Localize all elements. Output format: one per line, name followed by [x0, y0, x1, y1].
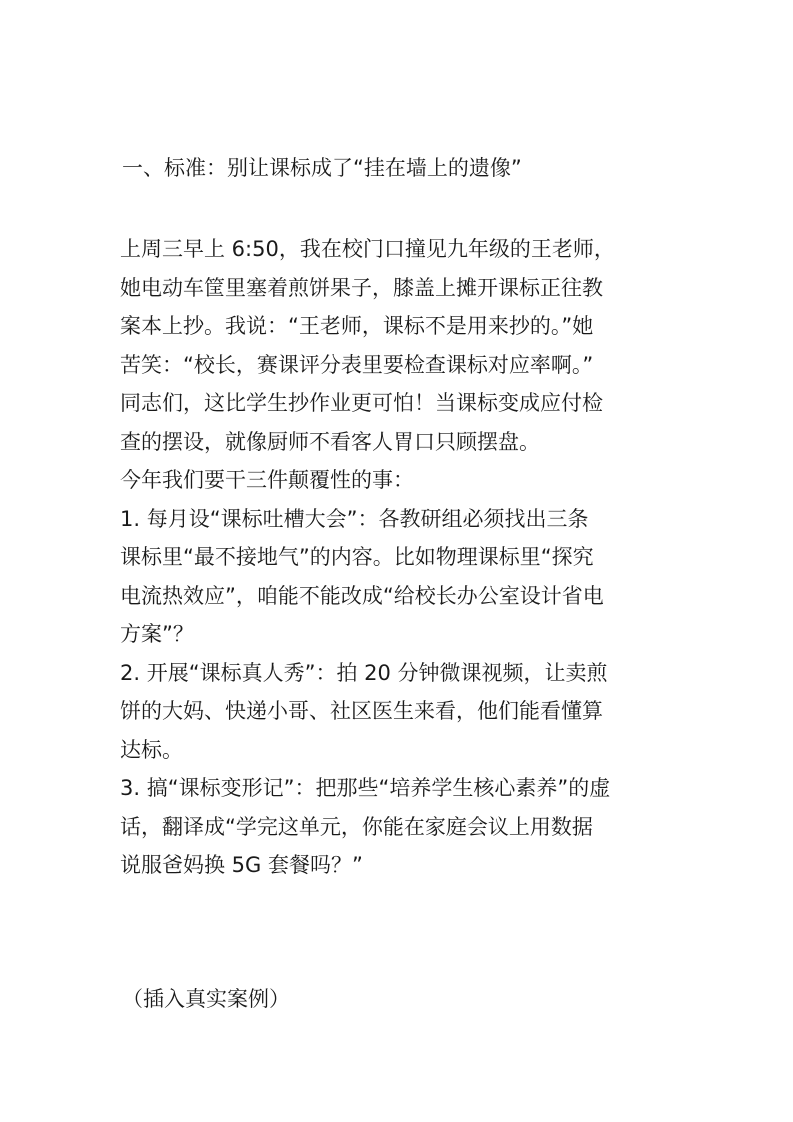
body-text [120, 230, 690, 885]
list-item-1-line: 方案”？ [120, 622, 194, 646]
body-line: 同志们，这比学生抄作业更可怕！当课标变成应付检 [120, 391, 603, 415]
body-line: 上周三早上 6:50，我在校门口撞见九年级的王老师， [120, 237, 615, 261]
body-line: 案本上抄。我说：“王老师，课标不是用来抄的。”她 [120, 314, 594, 338]
list-item-2-line: 2. 开展“课标真人秀”：拍 20 分钟微课视频，让卖煎 [120, 660, 608, 685]
list-item-3-line: 说服爸妈换 5G 套餐吗？” [120, 853, 363, 877]
body-line: 今年我们要干三件颠覆性的事： [120, 468, 414, 492]
list-item-2-line: 饼的大妈、快递小哥、社区医生来看，他们能看懂算 [120, 699, 603, 723]
list-item-1-line: 1. 每月设“课标吐槽大会”：各教研组必须找出三条 [120, 506, 589, 531]
list-item-3-line: 话，翻译成“学完这单元，你能在家庭会议上用数据 [120, 814, 593, 839]
body-line: 苦笑：“校长，赛课评分表里要检查课标对应率啊。” [120, 352, 594, 377]
section-heading: 一、标准：别让课标成了“挂在墙上的遗像” [122, 156, 522, 180]
list-item-2-line: 达标。 [120, 737, 183, 762]
body-line: 她电动车筐里塞着煎饼果子，膝盖上摊开课标正往教 [120, 275, 603, 300]
list-item-3-line: 3. 搞“课标变形记”：把那些“培养学生核心素养”的虚 [120, 776, 611, 800]
body-line: 查的摆设，就像厨师不看客人胃口只顾摆盘。 [120, 429, 540, 454]
case-placeholder-note: （插入真实案例） [122, 987, 290, 1011]
list-item-1-line: 电流热效应”，咱能不能改成“给校长办公室设计省电 [120, 583, 604, 608]
list-item-1-line: 课标里“最不接地气”的内容。比如物理课标里“探究 [120, 545, 594, 569]
